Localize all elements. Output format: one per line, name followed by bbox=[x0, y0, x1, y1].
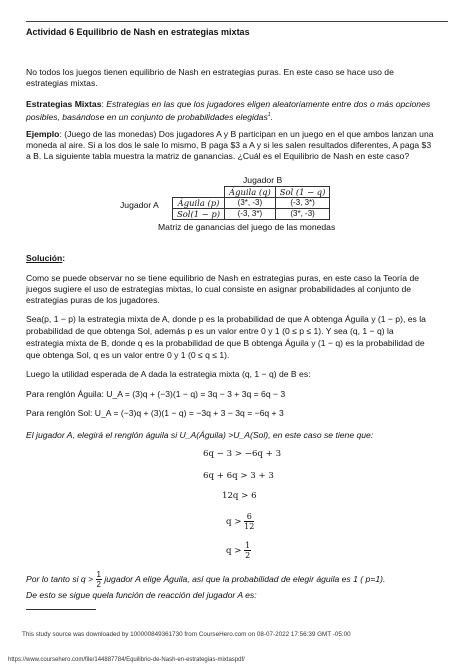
cell-aguila-aguila: (3*, -3) bbox=[225, 198, 276, 209]
definition-text-2: posibles, basándose en un conjunto de probabilidades elegidas bbox=[26, 111, 268, 122]
download-notice: This study source was downloaded by 100000849361730 from CourseHero.com on 08-07-2022 17:56:39 GMT -05:00 bbox=[22, 631, 351, 638]
reaction-function-intro: De esto se sigue quela función de reacción del jugador A es: bbox=[26, 590, 257, 600]
utility-intro: Luego la utilidad esperada de A dada la estrategia mixta (q, 1 − q) de B es: bbox=[26, 369, 311, 379]
footnote-marker: 1 bbox=[267, 112, 271, 118]
equation-1: 6q − 3 > −6q + 3 bbox=[203, 449, 282, 459]
fraction-denominator: 12 bbox=[244, 522, 255, 531]
fraction-numerator: 1 bbox=[245, 541, 251, 550]
example-line-3: a B. La siguiente tabla muestra la matriz de ganancias. ¿Cuál es el Equilibrio de Nash en este caso? bbox=[26, 151, 410, 161]
col-header-sol: Sol (1 − q) bbox=[275, 187, 330, 198]
equation-2: 6q + 6q > 3 + 3 bbox=[203, 471, 274, 481]
sea-line-3: estrategia mixta de B, donde q es la probabilidad de que B obtenga Águila y (1 − q) es la probabilidad de bbox=[26, 338, 425, 348]
header-rule bbox=[26, 21, 448, 22]
equation-5 bbox=[226, 541, 251, 560]
table-row bbox=[173, 209, 330, 220]
example-text-1: : (Juego de las monedas) Dos jugadores A y B participan en un juego en el que ambos lanzan una bbox=[59, 129, 434, 139]
definition-line-1: Estrategias Mixtas: Estrategias en las que los jugadores eligen aleatoriamente entre dos o más opciones bbox=[26, 99, 431, 109]
fraction-denominator: 2 bbox=[96, 580, 101, 589]
intro-line-1: No todos los juegos tienen equilibrio de Nash en estrategias puras. En este caso se hace uso de bbox=[26, 67, 394, 77]
cell-aguila-sol: (-3, 3*) bbox=[275, 198, 330, 209]
solution-line-2: juegos sugiere el uso de estrategias mixtas, lo cual consiste en asignar probabilidades al conjunto de bbox=[26, 284, 412, 294]
table-row bbox=[173, 187, 330, 198]
row-header-sol: Sol(1 − p) bbox=[173, 209, 225, 220]
solution-line-1: Como se puede observar no se tiene equilibrio de Nash en estrategias puras, en este caso la Teoría de bbox=[26, 273, 420, 283]
sea-line-1: Sea(p, 1 − p) la estrategia mixta de A, donde p es la probabilidad de que A obtenga Águila y (1 − p), es la bbox=[26, 314, 426, 324]
choose-condition: El jugador A, elegirá el renglón águila si U_A(Águila) >U_A(Sol), en este caso se tiene que: bbox=[26, 430, 374, 440]
conclusion-suffix: jugador A elige Águila, así que la probabilidad de elegir águila es 1 ( p=1). bbox=[101, 573, 386, 584]
cell-sol-sol: (3*, -3) bbox=[275, 209, 330, 220]
row-header-aguila: Águila (p) bbox=[173, 198, 225, 209]
row-sol-utility: Para renglón Sol: U_A = (−3)q + (3)(1 − q) = −3q + 3 − 3q = −6q + 3 bbox=[26, 408, 284, 418]
table-corner bbox=[173, 187, 225, 198]
sea-line-2: probabilidad de que obtenga Sol, además p es un valor entre 0 y 1 (0 ≤ p ≤ 1). Y sea (q, 1 − q) la bbox=[26, 326, 394, 336]
fraction-numerator: 1 bbox=[96, 570, 101, 579]
col-header-aguila: Águila (q) bbox=[225, 187, 276, 198]
definition-label: Estrategias Mixtas bbox=[26, 99, 102, 109]
matrix-player-a: Jugador A bbox=[120, 200, 159, 210]
solution-heading: Solución: bbox=[26, 253, 66, 263]
fraction-numerator: 6 bbox=[244, 512, 254, 522]
conclusion-prefix: Por lo tanto si q > bbox=[26, 573, 94, 584]
table-row bbox=[173, 198, 330, 209]
solution-label: Solución bbox=[26, 253, 63, 263]
conclusion-line bbox=[26, 570, 385, 589]
example-line-1 bbox=[26, 129, 434, 140]
matrix-caption: Matriz de ganancias del juego de las monedas bbox=[158, 222, 336, 232]
fraction-denominator: 2 bbox=[245, 551, 251, 560]
source-url[interactable]: https://www.coursehero.com/file/144887784/Equilibrio-de-Nash-en-estrategias-mixtaspdf/ bbox=[8, 657, 245, 663]
definition-text-1: Estrategias en las que los jugadores eligen aleatoriamente entre dos o más opciones bbox=[106, 99, 431, 109]
equation-4-lhs: q > bbox=[226, 517, 242, 527]
fraction-1-2 bbox=[244, 541, 251, 560]
solution-line-3: estrategias puras de los jugadores. bbox=[26, 295, 160, 305]
sea-line-4: que obtenga Sol, q es un valor entre 0 y 1 (0 ≤ q ≤ 1). bbox=[26, 350, 230, 360]
cell-sol-aguila: (-3, 3*) bbox=[225, 209, 276, 220]
footnote-rule bbox=[26, 609, 96, 610]
payoff-matrix bbox=[172, 186, 330, 220]
page-title: Actividad 6 Equilibrio de Nash en estrategias mixtas bbox=[26, 27, 250, 37]
matrix-player-b: Jugador B bbox=[243, 175, 283, 185]
example-label: Ejemplo bbox=[26, 129, 60, 139]
equation-3: 12q > 6 bbox=[222, 491, 257, 501]
equation-4 bbox=[226, 512, 254, 531]
fraction-6-12 bbox=[244, 512, 254, 531]
definition-line-2: posibles, basándose en un conjunto de probabilidades elegidas$^1$. bbox=[26, 111, 273, 122]
equation-5-lhs: q > bbox=[226, 546, 242, 556]
example-line-2: moneda al aire. Si a los dos le sale lo mismo, B paga $3 a A y si les salen resultados diferentes, A paga $3 bbox=[26, 140, 432, 150]
intro-line-2: estrategias mixtas. bbox=[26, 78, 98, 88]
row-aguila-utility: Para renglón Águila: U_A = (3)q + (−3)(1 − q) = 3q − 3 + 3q = 6q − 3 bbox=[26, 389, 286, 399]
